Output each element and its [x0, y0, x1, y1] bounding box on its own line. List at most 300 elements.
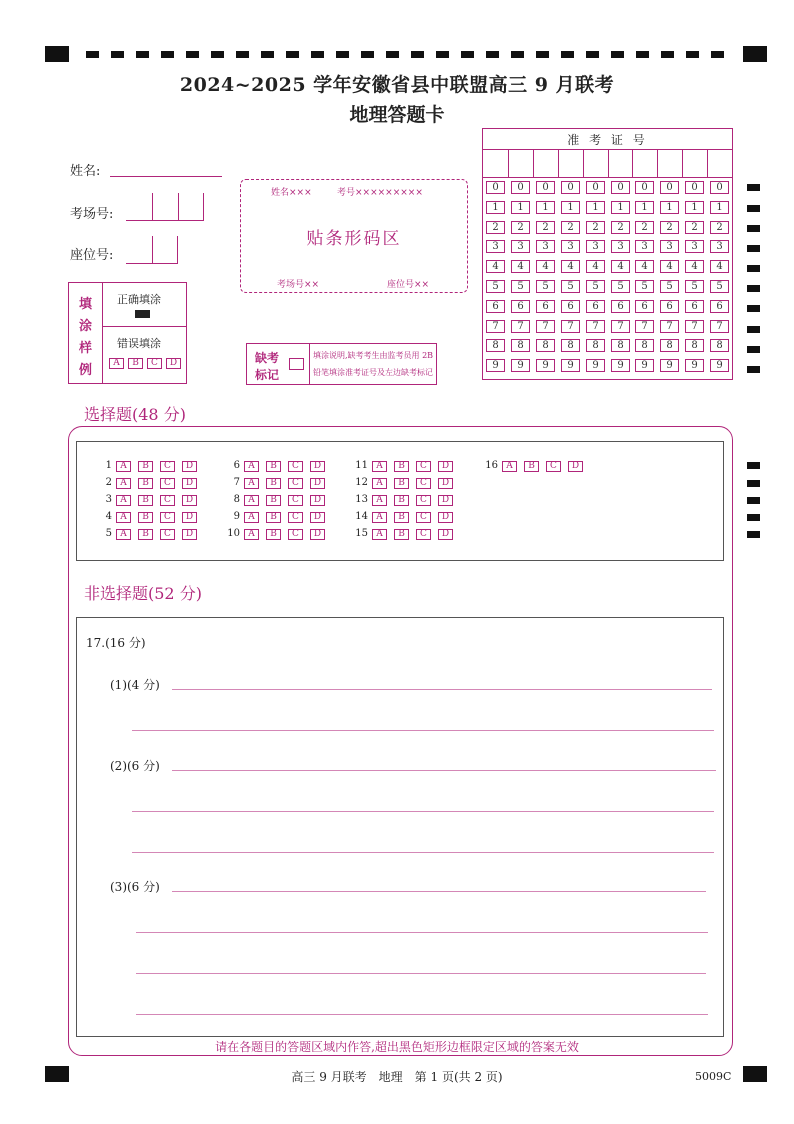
q17-part2-label: (2)(6 分) — [110, 759, 160, 773]
choice-question-row — [350, 528, 460, 540]
timing-mark — [747, 514, 760, 521]
admission-divider — [682, 149, 683, 177]
admission-digit-bubble[interactable]: 5 — [586, 280, 605, 293]
choice-question-row — [94, 528, 204, 540]
admission-digit-bubble[interactable]: 0 — [635, 181, 654, 194]
admission-digit-bubble[interactable]: 9 — [536, 359, 555, 372]
answer-line[interactable] — [132, 811, 714, 812]
choice-option-bubble[interactable]: D — [438, 478, 453, 489]
admission-divider — [608, 149, 609, 177]
choice-question-number: 13 — [355, 494, 368, 505]
timing-mark — [111, 51, 124, 58]
choice-option-bubble[interactable]: D — [568, 461, 583, 472]
corner-mark-top-left — [45, 46, 69, 62]
choice-question-number: 2 — [105, 477, 112, 488]
choice-option-bubble[interactable]: B — [394, 461, 409, 472]
timing-mark — [711, 51, 724, 58]
choice-option-bubble[interactable]: C — [160, 512, 175, 523]
timing-mark — [261, 51, 274, 58]
choice-option-bubble[interactable]: C — [160, 529, 175, 540]
q17-label: 17.(16 分) — [86, 636, 146, 650]
timing-mark — [747, 265, 760, 272]
timing-mark — [511, 51, 524, 58]
boundary-warning: 请在各题目的答题区域内作答,超出黑色矩形边框限定区域的答案无效 — [215, 1040, 579, 1054]
fill-example-char: 涂 — [79, 319, 93, 334]
timing-mark — [336, 51, 349, 58]
timing-mark — [747, 366, 760, 373]
name-label: 姓名: — [70, 164, 101, 179]
choice-option-bubble[interactable]: A — [372, 495, 387, 506]
admission-digit-bubble[interactable]: 4 — [710, 260, 729, 273]
seat-boxes[interactable] — [126, 236, 178, 264]
timing-mark — [747, 245, 760, 252]
answer-line[interactable] — [136, 1014, 708, 1015]
choice-option-bubble[interactable]: A — [244, 512, 259, 523]
admission-digit-bubble[interactable]: 1 — [611, 201, 630, 214]
absent-note-2: 铅笔填涂准考证号及左边缺考标记 — [313, 368, 433, 377]
admission-digit-bubble[interactable]: 9 — [710, 359, 729, 372]
admission-digit-bubble[interactable]: 7 — [536, 320, 555, 333]
choice-option-bubble[interactable]: A — [116, 478, 131, 489]
admission-digit-bubble[interactable]: 7 — [586, 320, 605, 333]
choice-question-row — [350, 477, 460, 489]
choice-option-bubble[interactable]: B — [394, 512, 409, 523]
admission-digit-bubble[interactable]: 5 — [536, 280, 555, 293]
choice-section-title: 选择题(48 分) — [84, 405, 186, 424]
admission-digit-bubble[interactable]: 4 — [486, 260, 505, 273]
choice-option-bubble[interactable]: C — [416, 478, 431, 489]
choice-option-bubble[interactable]: C — [160, 495, 175, 506]
admission-digit-bubble[interactable]: 1 — [685, 201, 704, 214]
choice-option-bubble[interactable]: A — [372, 529, 387, 540]
admission-digit-bubble[interactable]: 5 — [561, 280, 580, 293]
fill-example-char: 例 — [79, 363, 93, 378]
choice-question-row — [94, 511, 204, 523]
choice-question-number: 5 — [105, 528, 112, 539]
admission-digit-bubble[interactable]: 3 — [536, 240, 555, 253]
admission-digit-bubble[interactable]: 7 — [685, 320, 704, 333]
admission-digit-bubble[interactable]: 8 — [511, 339, 530, 352]
admission-digit-bubble[interactable]: 8 — [635, 339, 654, 352]
admission-digit-bubble[interactable]: 3 — [685, 240, 704, 253]
answer-line[interactable] — [132, 730, 714, 731]
admission-digit-bubble[interactable]: 1 — [710, 201, 729, 214]
admission-digit-bubble[interactable]: 7 — [635, 320, 654, 333]
admission-digit-bubble[interactable]: 0 — [611, 181, 630, 194]
admission-digit-bubble[interactable]: 5 — [685, 280, 704, 293]
timing-mark — [436, 51, 449, 58]
admission-divider — [707, 149, 708, 177]
choice-question-row — [222, 494, 332, 506]
wrong-mark-a: A — [109, 358, 124, 369]
admission-divider — [558, 149, 559, 177]
choice-option-bubble[interactable]: A — [372, 512, 387, 523]
correct-fill-label: 正确填涂 — [117, 293, 161, 306]
fill-example-char: 样 — [79, 341, 93, 356]
admission-digit-bubble[interactable]: 6 — [635, 300, 654, 313]
choice-option-bubble[interactable]: B — [266, 478, 281, 489]
admission-digit-bubble[interactable]: 6 — [611, 300, 630, 313]
choice-option-bubble[interactable]: C — [416, 529, 431, 540]
answer-line[interactable] — [136, 973, 706, 974]
choice-option-bubble[interactable]: B — [138, 529, 153, 540]
admission-digit-bubble[interactable]: 3 — [660, 240, 679, 253]
admission-digit-bubble[interactable]: 5 — [635, 280, 654, 293]
admission-digit-bubble[interactable]: 4 — [611, 260, 630, 273]
choice-option-bubble[interactable]: D — [438, 495, 453, 506]
choice-option-bubble[interactable]: A — [244, 529, 259, 540]
timing-mark — [747, 184, 760, 191]
admission-digit-bubble[interactable]: 2 — [710, 221, 729, 234]
choice-option-bubble[interactable]: D — [182, 495, 197, 506]
choice-option-bubble[interactable]: B — [138, 478, 153, 489]
choice-option-bubble[interactable]: D — [182, 529, 197, 540]
admission-digit-bubble[interactable]: 8 — [486, 339, 505, 352]
absent-label-2: 标记 — [255, 368, 280, 382]
choice-question-number: 11 — [355, 460, 368, 471]
admission-digit-bubble[interactable]: 2 — [635, 221, 654, 234]
admission-digit-bubble[interactable]: 3 — [635, 240, 654, 253]
choice-option-bubble[interactable]: B — [394, 529, 409, 540]
admission-digit-bubble[interactable]: 8 — [710, 339, 729, 352]
timing-mark — [747, 531, 760, 538]
q17-part1-label: (1)(4 分) — [110, 678, 160, 692]
corner-mark-top-right — [743, 46, 767, 62]
choice-question-row — [94, 477, 204, 489]
admission-digit-bubble[interactable]: 6 — [486, 300, 505, 313]
admission-digit-bubble[interactable]: 2 — [660, 221, 679, 234]
wrong-fill-label: 错误填涂 — [117, 337, 161, 350]
choice-option-bubble[interactable]: D — [310, 529, 325, 540]
admission-digit-bubble[interactable]: 1 — [586, 201, 605, 214]
choice-option-bubble[interactable]: A — [116, 529, 131, 540]
timing-mark — [747, 326, 760, 333]
admission-digit-bubble[interactable]: 3 — [511, 240, 530, 253]
timing-mark — [561, 51, 574, 58]
admission-digit-bubble[interactable]: 6 — [561, 300, 580, 313]
admission-digit-bubble[interactable]: 2 — [561, 221, 580, 234]
admission-digit-bubble[interactable]: 8 — [611, 339, 630, 352]
admission-digit-bubble[interactable]: 6 — [660, 300, 679, 313]
absent-note-1: 填涂说明,缺考考生由监考员用 2B — [313, 351, 434, 360]
timing-mark — [636, 51, 649, 58]
admission-digit-bubble[interactable]: 9 — [635, 359, 654, 372]
choice-option-bubble[interactable]: D — [310, 478, 325, 489]
choice-option-bubble[interactable]: C — [416, 495, 431, 506]
admission-digit-bubble[interactable]: 6 — [536, 300, 555, 313]
absent-box — [246, 343, 437, 385]
admission-digit-bubble[interactable]: 8 — [586, 339, 605, 352]
timing-mark — [411, 51, 424, 58]
exam-room-boxes[interactable] — [126, 193, 204, 221]
admission-digit-bubble[interactable]: 5 — [660, 280, 679, 293]
admission-digit-bubble[interactable]: 9 — [685, 359, 704, 372]
timing-mark — [311, 51, 324, 58]
admission-digit-bubble[interactable]: 9 — [611, 359, 630, 372]
choice-question-row — [350, 494, 460, 506]
admission-digit-bubble[interactable]: 8 — [685, 339, 704, 352]
timing-mark — [536, 51, 549, 58]
page-subtitle: 地理答题卡 — [349, 104, 445, 126]
choice-question-row — [222, 511, 332, 523]
choice-question-row — [222, 460, 332, 472]
seat-label: 座位号: — [70, 248, 114, 263]
choice-question-number: 10 — [227, 528, 240, 539]
choice-question-number: 9 — [233, 511, 240, 522]
choice-question-row — [94, 460, 204, 472]
choice-option-bubble[interactable]: A — [244, 461, 259, 472]
admission-digit-bubble[interactable]: 3 — [486, 240, 505, 253]
admission-digit-bubble[interactable]: 7 — [660, 320, 679, 333]
choice-option-bubble[interactable]: D — [438, 461, 453, 472]
choice-option-bubble[interactable]: D — [182, 461, 197, 472]
admission-digit-bubble[interactable]: 4 — [660, 260, 679, 273]
choice-option-bubble[interactable]: C — [160, 478, 175, 489]
choice-option-bubble[interactable]: D — [310, 495, 325, 506]
answer-line[interactable] — [172, 770, 716, 771]
timing-mark — [747, 480, 760, 487]
choice-option-bubble[interactable]: C — [160, 461, 175, 472]
timing-mark — [361, 51, 374, 58]
admission-digit-bubble[interactable]: 7 — [561, 320, 580, 333]
answer-line[interactable] — [172, 891, 706, 892]
timing-mark — [136, 51, 149, 58]
admission-digit-bubble[interactable]: 3 — [710, 240, 729, 253]
wrong-mark-d: D — [166, 358, 181, 369]
admission-digit-bubble[interactable]: 4 — [586, 260, 605, 273]
q17-part3-label: (3)(6 分) — [110, 880, 160, 894]
admission-digit-bubble[interactable]: 9 — [586, 359, 605, 372]
admission-digit-bubble[interactable]: 1 — [635, 201, 654, 214]
choice-option-bubble[interactable]: D — [438, 512, 453, 523]
admission-digit-bubble[interactable]: 6 — [685, 300, 704, 313]
timing-mark — [747, 305, 760, 312]
admission-digit-bubble[interactable]: 4 — [536, 260, 555, 273]
choice-option-bubble[interactable]: B — [394, 478, 409, 489]
choice-question-number: 12 — [355, 477, 368, 488]
choice-option-bubble[interactable]: B — [138, 512, 153, 523]
admission-digit-bubble[interactable]: 1 — [486, 201, 505, 214]
admission-digit-bubble[interactable]: 4 — [511, 260, 530, 273]
admission-digit-bubble[interactable]: 2 — [586, 221, 605, 234]
choice-question-number: 6 — [233, 460, 240, 471]
admission-digit-bubble[interactable]: 3 — [561, 240, 580, 253]
admission-digit-bubble[interactable]: 4 — [561, 260, 580, 273]
page-title: 2024~2025 学年安徽省县中联盟高三 9 月联考 — [179, 74, 615, 96]
barcode-area — [240, 179, 468, 293]
choice-question-number: 3 — [105, 494, 112, 505]
timing-track-top — [86, 51, 726, 58]
choice-question-number: 4 — [105, 511, 112, 522]
choice-option-bubble[interactable]: C — [416, 461, 431, 472]
admission-digit-bubble[interactable]: 5 — [611, 280, 630, 293]
fill-example-char: 填 — [79, 297, 93, 312]
choice-option-bubble[interactable]: C — [288, 478, 303, 489]
timing-mark — [286, 51, 299, 58]
admission-divider — [508, 149, 509, 177]
choice-option-bubble[interactable]: D — [310, 461, 325, 472]
footer-text: 高三 9 月联考 地理 第 1 页(共 2 页) — [291, 1070, 503, 1084]
choice-option-bubble[interactable]: D — [438, 529, 453, 540]
admission-digit-bubble[interactable]: 3 — [586, 240, 605, 253]
timing-mark — [186, 51, 199, 58]
choice-option-bubble[interactable]: B — [138, 461, 153, 472]
admission-digit-bubble[interactable]: 8 — [660, 339, 679, 352]
admission-digit-bubble[interactable]: 5 — [511, 280, 530, 293]
correct-fill-sample — [135, 310, 150, 318]
absent-label-1: 缺考 — [255, 351, 280, 365]
choice-option-bubble[interactable]: D — [182, 512, 197, 523]
admission-digit-bubble[interactable]: 2 — [536, 221, 555, 234]
admission-digit-bubble[interactable]: 2 — [685, 221, 704, 234]
admission-digit-bubble[interactable]: 6 — [511, 300, 530, 313]
timing-mark — [661, 51, 674, 58]
admission-digit-bubble[interactable]: 3 — [611, 240, 630, 253]
fill-example-box — [68, 282, 187, 384]
admission-digit-bubble[interactable]: 2 — [511, 221, 530, 234]
barcode-exam-no: 考号××××××××× — [337, 188, 423, 198]
choice-option-bubble[interactable]: A — [372, 461, 387, 472]
timing-mark — [747, 462, 760, 469]
admission-digit-bubble[interactable]: 0 — [685, 181, 704, 194]
admission-digit-bubble[interactable]: 8 — [561, 339, 580, 352]
admission-digit-bubble[interactable]: 7 — [486, 320, 505, 333]
choice-option-bubble[interactable]: C — [416, 512, 431, 523]
footer-code: 5009C — [695, 1070, 732, 1083]
admission-digit-bubble[interactable]: 0 — [710, 181, 729, 194]
choice-option-bubble[interactable]: B — [266, 461, 281, 472]
admission-digit-bubble[interactable]: 9 — [660, 359, 679, 372]
timing-mark — [586, 51, 599, 58]
admission-digit-bubble[interactable]: 9 — [511, 359, 530, 372]
timing-mark — [461, 51, 474, 58]
answer-line[interactable] — [132, 852, 714, 853]
admission-digit-bubble[interactable]: 1 — [536, 201, 555, 214]
timing-mark — [747, 205, 760, 212]
choice-question-row — [222, 528, 332, 540]
wrong-fill-samples — [109, 358, 185, 369]
choice-option-bubble[interactable]: C — [288, 529, 303, 540]
choice-option-bubble[interactable]: A — [372, 478, 387, 489]
absent-checkbox[interactable] — [289, 358, 304, 370]
choice-question-number: 15 — [355, 528, 368, 539]
admission-digit-bubble[interactable]: 2 — [611, 221, 630, 234]
choice-option-bubble[interactable]: A — [116, 495, 131, 506]
admission-digit-bubble[interactable]: 0 — [511, 181, 530, 194]
choice-question-row — [480, 460, 590, 472]
admission-digit-bubble[interactable]: 7 — [511, 320, 530, 333]
admission-digit-bubble[interactable]: 9 — [561, 359, 580, 372]
admission-digit-bubble[interactable]: 0 — [486, 181, 505, 194]
admission-digit-bubble[interactable]: 0 — [586, 181, 605, 194]
admission-digit-bubble[interactable]: 1 — [660, 201, 679, 214]
barcode-name: 姓名××× — [271, 188, 312, 198]
admission-title: 准 考 证 号 — [567, 133, 648, 147]
timing-mark — [747, 225, 760, 232]
name-field[interactable] — [110, 176, 222, 177]
choice-question-number: 14 — [355, 511, 368, 522]
admission-digit-bubble[interactable]: 4 — [635, 260, 654, 273]
choice-option-bubble[interactable]: D — [310, 512, 325, 523]
exam-room-label: 考场号: — [70, 207, 114, 222]
choice-option-bubble[interactable]: C — [288, 495, 303, 506]
admission-digit-bubble[interactable]: 5 — [710, 280, 729, 293]
admission-digit-bubble[interactable]: 4 — [685, 260, 704, 273]
timing-mark — [236, 51, 249, 58]
choice-option-bubble[interactable]: B — [266, 495, 281, 506]
q17-box — [76, 617, 724, 1037]
admission-divider — [533, 149, 534, 177]
admission-digit-bubble[interactable]: 0 — [660, 181, 679, 194]
choice-option-bubble[interactable]: B — [266, 529, 281, 540]
choice-option-bubble[interactable]: B — [266, 512, 281, 523]
timing-mark — [86, 51, 99, 58]
timing-mark — [611, 51, 624, 58]
choice-question-row — [94, 494, 204, 506]
admission-digit-bubble[interactable]: 0 — [536, 181, 555, 194]
choice-question-row — [222, 477, 332, 489]
admission-digit-bubble[interactable]: 6 — [586, 300, 605, 313]
admission-digit-bubble[interactable]: 7 — [611, 320, 630, 333]
timing-mark — [747, 497, 760, 504]
timing-mark — [747, 346, 760, 353]
barcode-seat: 座位号×× — [387, 280, 430, 290]
admission-digit-bubble[interactable]: 5 — [486, 280, 505, 293]
answer-line[interactable] — [172, 689, 712, 690]
admission-digit-bubble[interactable]: 1 — [511, 201, 530, 214]
choice-option-bubble[interactable]: B — [394, 495, 409, 506]
choice-question-number: 16 — [485, 460, 498, 471]
admission-digit-bubble[interactable]: 0 — [561, 181, 580, 194]
choice-option-bubble[interactable]: A — [502, 461, 517, 472]
admission-digit-bubble[interactable]: 6 — [710, 300, 729, 313]
choice-question-number: 1 — [105, 460, 112, 471]
choice-option-bubble[interactable]: C — [288, 461, 303, 472]
timing-mark — [747, 285, 760, 292]
choice-option-bubble[interactable]: B — [138, 495, 153, 506]
choice-question-row — [350, 460, 460, 472]
admission-digit-bubble[interactable]: 8 — [536, 339, 555, 352]
choice-option-bubble[interactable]: A — [244, 495, 259, 506]
wrong-mark-b: B — [128, 358, 143, 369]
choice-question-number: 7 — [233, 477, 240, 488]
timing-mark — [686, 51, 699, 58]
admission-grid — [482, 128, 733, 380]
choice-question-row — [350, 511, 460, 523]
timing-mark — [211, 51, 224, 58]
choice-option-bubble[interactable]: B — [524, 461, 539, 472]
choice-option-bubble[interactable]: A — [116, 461, 131, 472]
non-choice-section-title: 非选择题(52 分) — [84, 584, 202, 603]
wrong-mark-c: C — [147, 358, 162, 369]
timing-mark — [161, 51, 174, 58]
admission-digit-bubble[interactable]: 1 — [561, 201, 580, 214]
timing-mark — [486, 51, 499, 58]
admission-divider — [632, 149, 633, 177]
choice-option-bubble[interactable]: C — [288, 512, 303, 523]
admission-digit-bubble[interactable]: 2 — [486, 221, 505, 234]
barcode-area-label: 贴条形码区 — [306, 229, 402, 249]
choice-option-bubble[interactable]: C — [546, 461, 561, 472]
admission-digit-bubble[interactable]: 9 — [486, 359, 505, 372]
barcode-room: 考场号×× — [277, 280, 320, 290]
choice-option-bubble[interactable]: A — [116, 512, 131, 523]
choice-option-bubble[interactable]: A — [244, 478, 259, 489]
answer-line[interactable] — [136, 932, 708, 933]
choice-option-bubble[interactable]: D — [182, 478, 197, 489]
admission-digit-bubble[interactable]: 7 — [710, 320, 729, 333]
timing-mark — [386, 51, 399, 58]
